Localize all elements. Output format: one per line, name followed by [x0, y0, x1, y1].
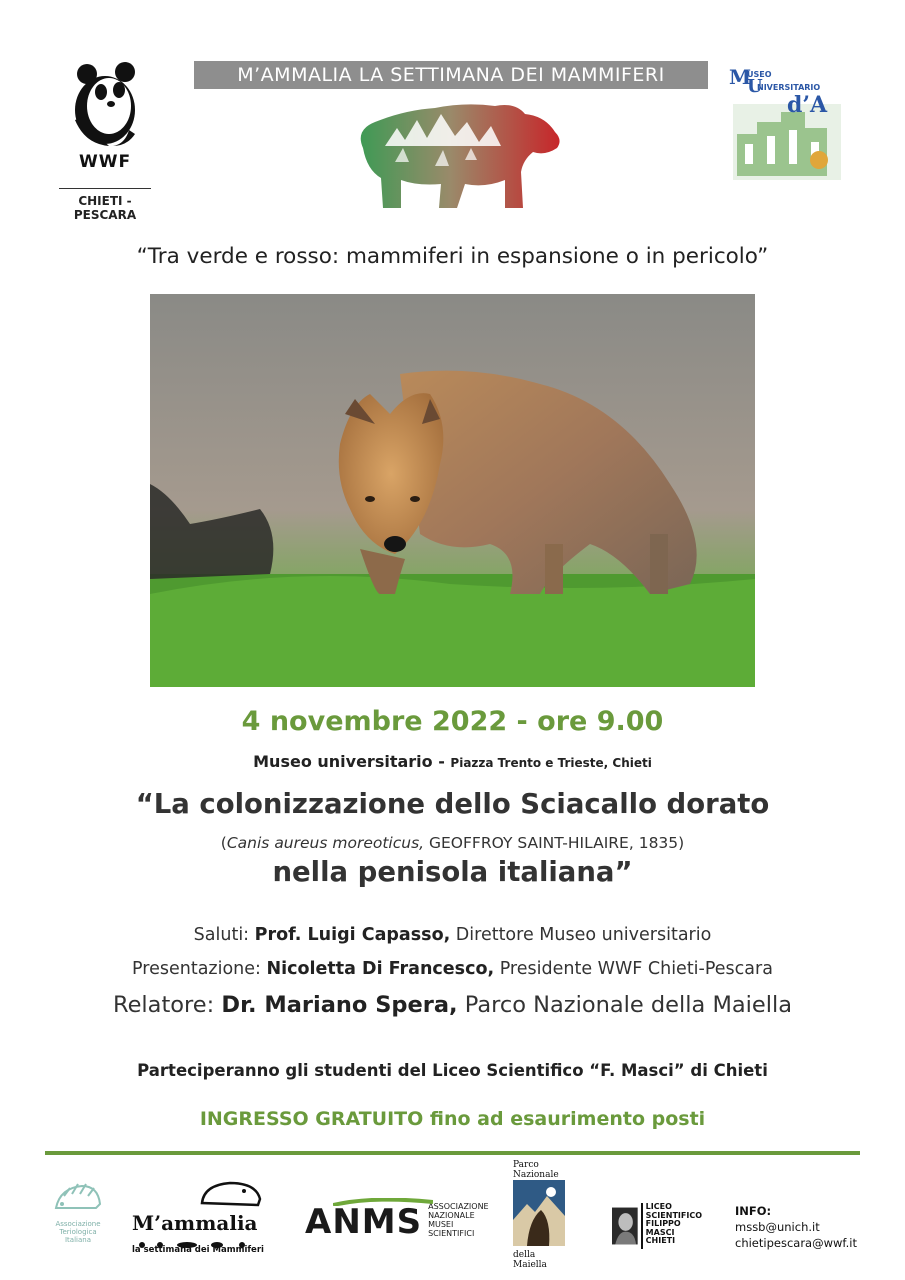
- panda-icon: [65, 60, 145, 148]
- relatore-role: Parco Nazionale della Maiella: [457, 992, 793, 1018]
- parco-top: Parco Nazionale: [513, 1160, 559, 1180]
- info-email-unich[interactable]: mssb@unich.it: [735, 1220, 820, 1234]
- students-note: Parteciperanno gli studenti del Liceo Scientifico “F. Masci” di Chieti: [137, 1061, 768, 1080]
- atit-logo: [48, 1178, 108, 1253]
- liceo-line3: FILIPPO: [645, 1219, 681, 1228]
- museo-universitario-logo: [727, 64, 845, 186]
- footer-divider: [45, 1151, 860, 1155]
- anms-swoosh-icon: [333, 1198, 433, 1206]
- saluti-name: Prof. Luigi Capasso,: [254, 925, 451, 945]
- free-entry-note: INGRESSO GRATUITO fino ad esaurimento posti: [199, 1108, 706, 1130]
- anms-line2: NAZIONALE: [428, 1211, 475, 1220]
- svg-text:M: M: [729, 65, 752, 89]
- speaker-presentazione: [0, 959, 905, 979]
- event-subtitle: “Tra verde e rosso: mammiferi in espansione o in pericolo”: [136, 244, 769, 269]
- museo-logo-icon: [727, 64, 845, 186]
- event-date: 4 novembre 2022 - ore 9.00: [241, 706, 664, 737]
- chamois-icon: [513, 1180, 565, 1246]
- present-label: Presentazione:: [132, 959, 267, 979]
- liceo-line5: CHIETI: [645, 1236, 676, 1245]
- anms-line3: MUSEI: [428, 1220, 454, 1229]
- masci-portrait-icon: [612, 1203, 638, 1249]
- present-name: Nicoletta Di Francesco,: [266, 959, 495, 979]
- species-open: (: [220, 834, 227, 852]
- svg-text:USEO: USEO: [747, 70, 772, 79]
- golden-jackal-photo: [150, 294, 755, 687]
- parco-maiella-logo: [513, 1160, 571, 1270]
- saluti-label: Saluti:: [193, 925, 255, 945]
- mammalia-subtitle: la settimana dei Mammiferi: [132, 1245, 264, 1255]
- saluti-role: Direttore Museo universitario: [450, 925, 712, 945]
- mammalia-logo: [132, 1177, 264, 1255]
- speaker-saluti: [0, 925, 905, 945]
- contact-info: [735, 1203, 875, 1251]
- atit-line3: Italiana: [64, 1236, 91, 1244]
- mammalia-name: M’ammalia: [132, 1211, 258, 1235]
- talk-title-species: [0, 834, 905, 852]
- relatore-label: Relatore:: [112, 992, 222, 1018]
- atit-line2: Teriologica: [59, 1228, 97, 1236]
- svg-text:d’A: d’A: [787, 92, 828, 118]
- parco-bottom: della Maiella: [513, 1250, 547, 1270]
- present-role: Presidente WWF Chieti-Pescara: [494, 959, 773, 979]
- anms-logo: [305, 1202, 489, 1250]
- svg-text:U: U: [747, 76, 763, 97]
- speaker-relatore: [0, 992, 905, 1018]
- species-name: Canis aureus moreoticus,: [226, 834, 425, 852]
- venue-main: Museo universitario -: [253, 752, 445, 771]
- event-banner: M’AMMALIA LA SETTIMANA DEI MAMMIFERI: [194, 61, 708, 89]
- liceo-line2: SCIENTIFICO: [645, 1210, 702, 1220]
- venue-address: Piazza Trento e Trieste, Chieti: [450, 756, 652, 770]
- liceo-masci-logo: [612, 1203, 702, 1249]
- talk-title-line3: nella penisola italiana”: [272, 856, 633, 888]
- info-email-wwf[interactable]: chietipescara@wwf.it: [735, 1236, 857, 1250]
- event-venue: [0, 752, 905, 771]
- atit-line1: Associazione: [55, 1220, 101, 1228]
- wwf-rule: [59, 188, 151, 189]
- relatore-name: Dr. Mariano Spera,: [221, 992, 458, 1018]
- anms-line4: SCIENTIFICI: [428, 1229, 475, 1238]
- wwf-logo: [55, 60, 155, 222]
- liceo-line4: MASCI: [645, 1227, 675, 1237]
- wwf-branch: CHIETI - PESCARA: [73, 194, 137, 222]
- liceo-line1: LICEO: [645, 1202, 672, 1211]
- species-authority: GEOFFROY SAINT-HILAIRE, 1835): [424, 834, 685, 852]
- wwf-wordmark: WWF: [78, 152, 132, 172]
- mole-icon: [132, 1177, 264, 1207]
- talk-title-line1: “La colonizzazione dello Sciacallo dorato: [135, 788, 770, 820]
- svg-text:NIVERSITARIO: NIVERSITARIO: [757, 83, 821, 92]
- hedgehog-icon: [52, 1178, 104, 1216]
- info-label: INFO:: [735, 1204, 772, 1218]
- anms-acronym: ANMS: [305, 1202, 423, 1242]
- footprints-icon: [132, 1235, 264, 1245]
- anms-line1: ASSOCIAZIONE: [428, 1202, 489, 1211]
- bear-logo-icon: [345, 100, 567, 215]
